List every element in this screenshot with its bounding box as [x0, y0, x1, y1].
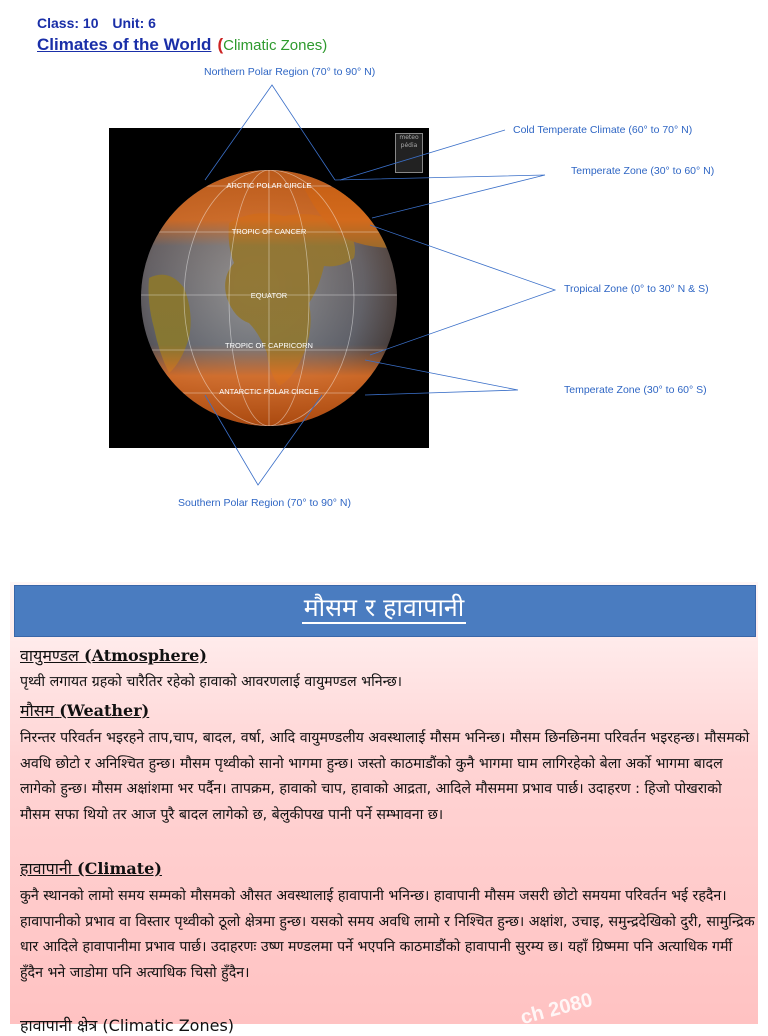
tropic-capricorn-label: TROPIC OF CAPRICORN [225, 341, 313, 350]
cold-temperate-line [340, 130, 505, 180]
tropical-label: Tropical Zone (0° to 30° N & S) [564, 283, 709, 295]
atmosphere-heading-np: वायुमण्डल [20, 646, 79, 665]
banner-title [14, 590, 754, 624]
watermark: ch 2080 [518, 988, 595, 1030]
atmosphere-heading [20, 644, 207, 666]
north-polar-label: Northern Polar Region (70° to 90° N) [204, 66, 376, 78]
north-polar-line [205, 85, 335, 180]
temperate-n-label: Temperate Zone (30° to 60° N) [571, 165, 715, 177]
climate-heading [20, 857, 162, 879]
temperate-n-line [335, 175, 545, 218]
atmosphere-heading-en: (Atmosphere) [84, 646, 207, 665]
class-label: Class: 10 [37, 15, 99, 31]
unit-label: Unit: 6 [112, 15, 156, 31]
antarctic-circle-label: ANTARCTIC POLAR CIRCLE [219, 387, 319, 396]
weather-text: निरन्तर परिवर्तन भइरहने ताप,चाप, बादल, वर्षा, आदि वायुमण्डलीय अवस्थालाई मौसम भनिन्छ। मौसम छिनछिनमा परिवर्तन भइरहन्छ। मौसमको अवधि छोटो र अनिश्चित हुन्छ। मौसम पृथ्वीको सानो भागमा हुन्छ। जस्तो काठमाडौंको कुनै भागमा घाम लागिरहेको बेला अर्को भागमा बादल लागेको हुन्छ। मौसम अक्षांशमा भर पर्दैन। तापक्रम, हावाको चाप, हावाको आद्रता, आदिले मौसममा प्रभाव पार्छ। उदाहरण : हिजो पोखराको मौसम सफा थियो तर आज पुरै बादल लागेको छ, बेलुकीपख पानी पर्ने सम्भावना छ। [20, 730, 750, 823]
climate-heading-en: (Climate) [77, 859, 162, 878]
weather-heading [20, 699, 149, 721]
tropical-line [370, 225, 555, 355]
next-heading-partial: हावापानी क्षेत्र (Climatic Zones) [20, 1016, 235, 1035]
tropic-cancer-label: TROPIC OF CANCER [231, 227, 307, 236]
temperate-s-label: Temperate Zone (30° to 60° S) [564, 384, 707, 396]
equator-label: EQUATOR [250, 291, 288, 300]
weather-heading-en: (Weather) [59, 701, 150, 720]
temperate-s-line [365, 360, 518, 395]
meteo-logo: meteo pédia [395, 133, 423, 173]
banner-title-text: मौसम र हावापानी [303, 593, 465, 622]
south-polar-line [205, 395, 322, 485]
climate-text: कुनै स्थानको लामो समय सम्मको मौसमको औसत अवस्थालाई हावापानी भनिन्छ। हावापानी मौसम जसरी छोटो समयमा परिवर्तन भई रहदैन। हावापानीको प्रभाव वा विस्तार पृथ्वीको ठूलो क्षेत्रमा हुन्छ। यसको समय अवधि लामो र निश्चित हुन्छ। अक्षांश, उचाइ, समुन्द्रदेखिको दुरी, सामुन्द्रिक धार आदिले हावापानीमा प्रभाव पार्छ। उदाहरणः उष्ण मण्डलमा पर्ने भएपनि काठमाडौंको हावापानी सुरम्य छ। यहाँ ग्रिष्ममा पनि अत्याधिक गर्मी हुँदैन भने जाडोमा पनि अत्याधिक चिसो हुँदैन। [20, 888, 755, 981]
climate-heading-np: हावापानी [20, 859, 72, 878]
south-polar-label: Southern Polar Region (70° to 90° N) [178, 497, 351, 509]
atmosphere-text: पृथ्वी लगायत ग्रहको चारैतिर रहेको हावाको आवरणलाई वायुमण्डल भनिन्छ। [20, 674, 403, 690]
title-paren: ( [217, 35, 224, 54]
weather-heading-np: मौसम [20, 701, 55, 720]
arctic-circle-label: ARCTIC POLAR CIRCLE [226, 181, 312, 190]
title-text: Climates of the World [37, 35, 212, 54]
title-subtitle: Climatic Zones) [223, 37, 328, 54]
cold-temperate-label: Cold Temperate Climate (60° to 70° N) [513, 124, 693, 136]
